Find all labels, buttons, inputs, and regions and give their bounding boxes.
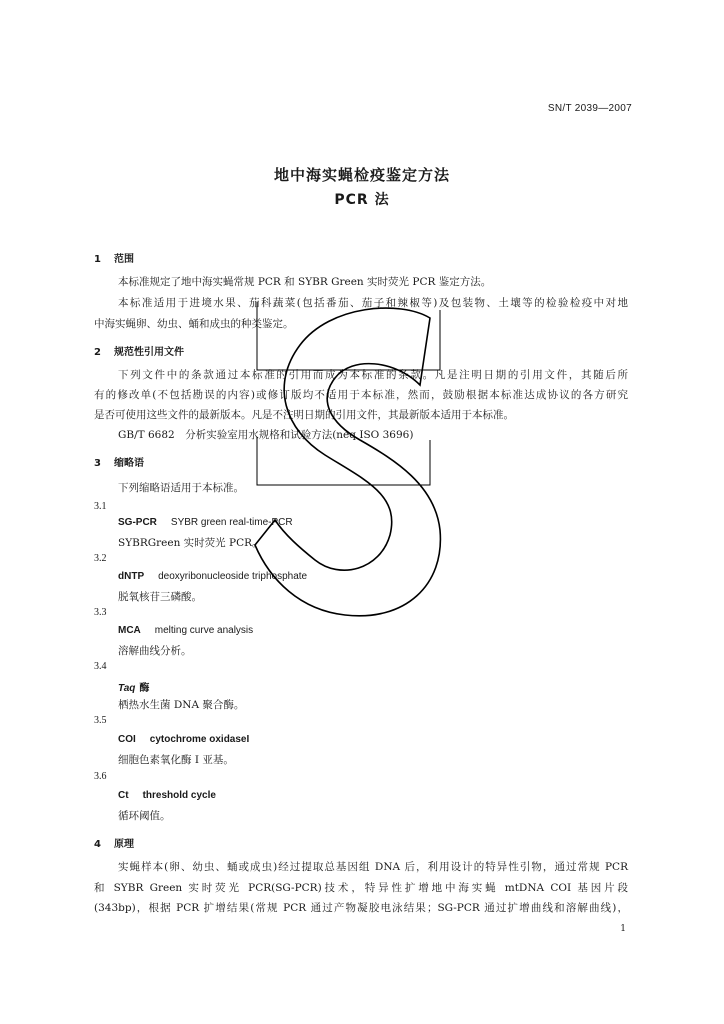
paragraph-line: 和 SYBR Green 实时荧光 PCR(SG-PCR)技术，特异性扩增地中海实蝇 mtDNA COI 基因片段 bbox=[94, 882, 628, 894]
abbreviation-term bbox=[118, 679, 149, 694]
abbreviation-term bbox=[118, 571, 307, 582]
section-title: 原理 bbox=[114, 839, 134, 850]
abbreviation: dNTP bbox=[118, 571, 145, 582]
abbreviation-description: 溶解曲线分析。 bbox=[118, 645, 192, 657]
section-4-heading bbox=[94, 835, 134, 850]
paragraph-line: 中海实蝇卵、幼虫、蛹和成虫的种类鉴定。 bbox=[94, 318, 294, 330]
paragraph-line: 下列文件中的条款通过本标准的引用而成为本标准的条款。凡是注明日期的引用文件，其随后所 bbox=[118, 369, 628, 381]
abbreviation: COI bbox=[118, 734, 136, 745]
abbreviation-description: 栖热水生菌 DNA 聚合酶。 bbox=[118, 699, 245, 711]
subsection-number: 3.4 bbox=[94, 661, 107, 672]
page-number: 1 bbox=[620, 924, 626, 934]
paragraph-line: 本标准适用于进境水果、茄科蔬菜(包括番茄、茄子和辣椒等)及包装物、土壤等的检验检疫中对地 bbox=[118, 297, 628, 309]
subsection-number: 3.6 bbox=[94, 771, 107, 782]
abbreviation: SG-PCR bbox=[118, 517, 157, 528]
document-title: 地中海实蝇检疫鉴定方法 bbox=[273, 166, 450, 184]
document-subtitle: PCR 法 bbox=[334, 192, 390, 208]
paragraph-line: 实蝇样本(卵、幼虫、蛹或成虫)经过提取总基因组 DNA 后，利用设计的特异性引物，通过常规 PCR bbox=[118, 861, 628, 873]
abbreviation-description: 循环阈值。 bbox=[118, 810, 171, 822]
abbreviation-full: cytochrome oxidaseI bbox=[149, 734, 250, 745]
abbreviation-full: SYBR green real-time-PCR bbox=[170, 517, 293, 528]
section-title: 范围 bbox=[114, 254, 134, 265]
abbreviation-term bbox=[118, 625, 253, 636]
abbreviation-full: threshold cycle bbox=[142, 790, 216, 801]
section-number: 2 bbox=[94, 347, 101, 358]
subsection-number: 3.2 bbox=[94, 553, 107, 564]
section-number: 3 bbox=[94, 458, 101, 469]
abbreviation-full: deoxyribonucleoside triphosphate bbox=[158, 571, 308, 582]
abbreviation: Ct bbox=[118, 790, 129, 801]
abbreviation-description: 脱氧核苷三磷酸。 bbox=[118, 591, 202, 603]
watermark-outline bbox=[255, 308, 440, 616]
section-title: 缩略语 bbox=[114, 458, 144, 469]
abbreviation-description: 细胞色素氧化酶 I 亚基。 bbox=[118, 754, 234, 766]
abbreviation-term bbox=[118, 734, 249, 745]
paragraph-line: 本标准规定了地中海实蝇常规 PCR 和 SYBR Green 实时荧光 PCR 鉴定方法。 bbox=[118, 276, 492, 288]
section-1-heading bbox=[94, 250, 134, 265]
subsection-number: 3.3 bbox=[94, 607, 107, 618]
paragraph-line: (343bp)，根据 PCR 扩增结果(常规 PCR 通过产物凝胶电泳结果；SG-PCR 通过扩增曲线和溶解曲线)， bbox=[94, 902, 628, 914]
section-2-heading bbox=[94, 343, 184, 358]
section-title: 规范性引用文件 bbox=[114, 347, 184, 358]
abbreviation: MCA bbox=[118, 625, 141, 636]
reference-line: GB/T 6682 分析实验室用水规格和试验方法(neq ISO 3696) bbox=[118, 429, 414, 441]
abbreviation: Taq bbox=[118, 683, 136, 694]
abbreviation-term bbox=[118, 517, 293, 528]
section-number: 4 bbox=[94, 839, 101, 850]
section-number: 1 bbox=[94, 254, 101, 265]
section-3-heading bbox=[94, 454, 144, 469]
watermark-letter-shape bbox=[255, 308, 440, 616]
abbreviation-full: melting curve analysis bbox=[154, 625, 254, 636]
subsection-number: 3.1 bbox=[94, 501, 107, 512]
abbreviation-description: SYBRGreen 实时荧光 PCR。 bbox=[118, 537, 263, 549]
paragraph-line: 下列缩略语适用于本标准。 bbox=[118, 482, 244, 494]
subsection-number: 3.5 bbox=[94, 715, 107, 726]
standard-code: SN/T 2039—2007 bbox=[547, 103, 632, 114]
abbreviation-full: 酶 bbox=[139, 683, 150, 694]
paragraph-line: 是否可使用这些文件的最新版本。凡是不注明日期的引用文件，其最新版本适用于本标准。 bbox=[94, 409, 514, 421]
paragraph-line: 有的修改单(不包括勘误的内容)或修订版均不适用于本标准，然而，鼓励根据本标准达成协议的各方研究 bbox=[94, 389, 628, 401]
abbreviation-term bbox=[118, 790, 216, 801]
